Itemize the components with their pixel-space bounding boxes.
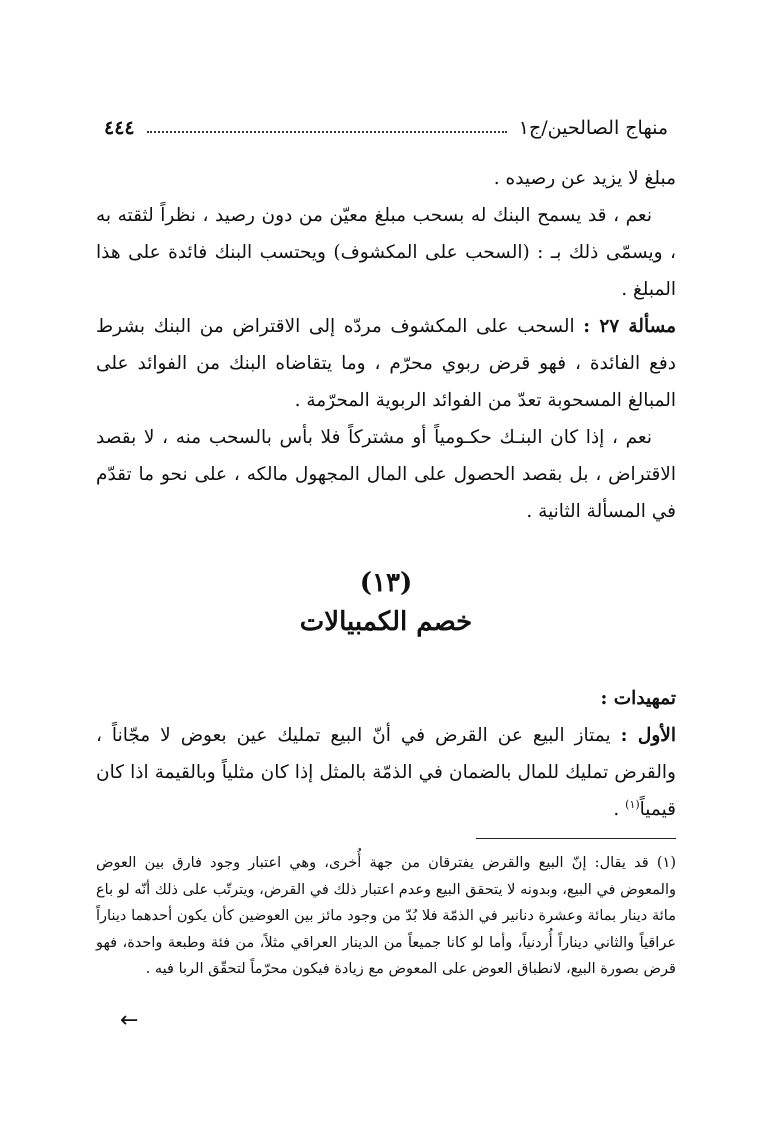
page-number: ٤٤٤ bbox=[104, 117, 135, 139]
section-title: خصم الكمبيالات bbox=[299, 607, 473, 637]
first-label: الأول : bbox=[620, 725, 676, 746]
paragraph-exception: نعم ، إذا كان البنـك حكـومياً أو مشتركاً فلا بأس بالسحب منه ، لا بقصد الاقتراض ، بل بقصد الحصول على المال المجهول مالكه ، على نحو ما تقدّم في المسألة الثانية . bbox=[96, 427, 676, 522]
section-number: (١٣) bbox=[359, 568, 413, 598]
continue-arrow-icon: ← bbox=[120, 1008, 139, 1033]
masala-27 bbox=[96, 308, 676, 419]
masala-text: السحب على المكشوف مردّه إلى الاقتراض من البنك بشرط دفع الفائدة ، فهو قرض ربوي محرّم ، وما يتقاضاه البنك من الفوائد على المبالغ المسحوبة تعدّ من الفوائد الربوية المحرّمة . bbox=[96, 316, 676, 411]
running-header bbox=[104, 112, 668, 144]
footnote-text: (١) قد يقال: إنّ البيع والقرض يفترقان من جهة أُخرى، وهي اعتبار وجود فارق بين العوض والمعوض في البيع، وبدونه لا يتحقق البيع وعدم اعتبار ذلك في القرض، ويترتّب على ذلك أنّه لو باع مائة دينار بمائة وعشرة دنانير في الذمّة فلا بُدّ من وجود مائز بين العوضين كأن يكون أحدهما ديناراً عراقياً والثاني ديناراً أُردنياً، وأما لو كانا جميعاً من الدينار العراقي مثلاً، من فئة وطبعة واحدة، فهو قرض بصورة البيع، لانطباق العوض على المعوض مع زيادة فيكون محرّماً لتحقّق الربا فيه . bbox=[96, 855, 676, 977]
footnote bbox=[96, 850, 676, 983]
paragraph-continuation: مبلغ لا يزيد عن رصيده . bbox=[493, 168, 676, 189]
first-text: يمتاز البيع عن القرض في أنّ البيع تمليك عين بعوض لا مجّاناً ، والقرض تمليك للمال بالضمان في الذمّة بالمثل إذا كان مثلياً وبالقيمة اذا كان قيمياً bbox=[96, 725, 676, 820]
first-end: . bbox=[613, 799, 626, 820]
section-heading bbox=[96, 565, 676, 643]
intro-first bbox=[96, 717, 676, 828]
intro-heading: تمهيدات : bbox=[600, 688, 676, 709]
intro-block bbox=[96, 680, 676, 828]
footnote-separator bbox=[476, 838, 676, 839]
main-text bbox=[96, 160, 676, 530]
dotted-leader bbox=[147, 131, 507, 133]
footnote-ref[interactable]: (١) bbox=[625, 797, 640, 811]
book-title: منهاج الصالحين/ج١ bbox=[518, 117, 668, 139]
paragraph-overdraft: نعم ، قد يسمح البنك له بسحب مبلغ معيّن من دون رصيد ، نظراً لثقته به ، ويسمّى ذلك بـ : (السحب على المكشوف) ويحتسب البنك فائدة على هذا المبلغ . bbox=[96, 205, 676, 300]
masala-label: مسألة ٢٧ : bbox=[583, 316, 676, 337]
